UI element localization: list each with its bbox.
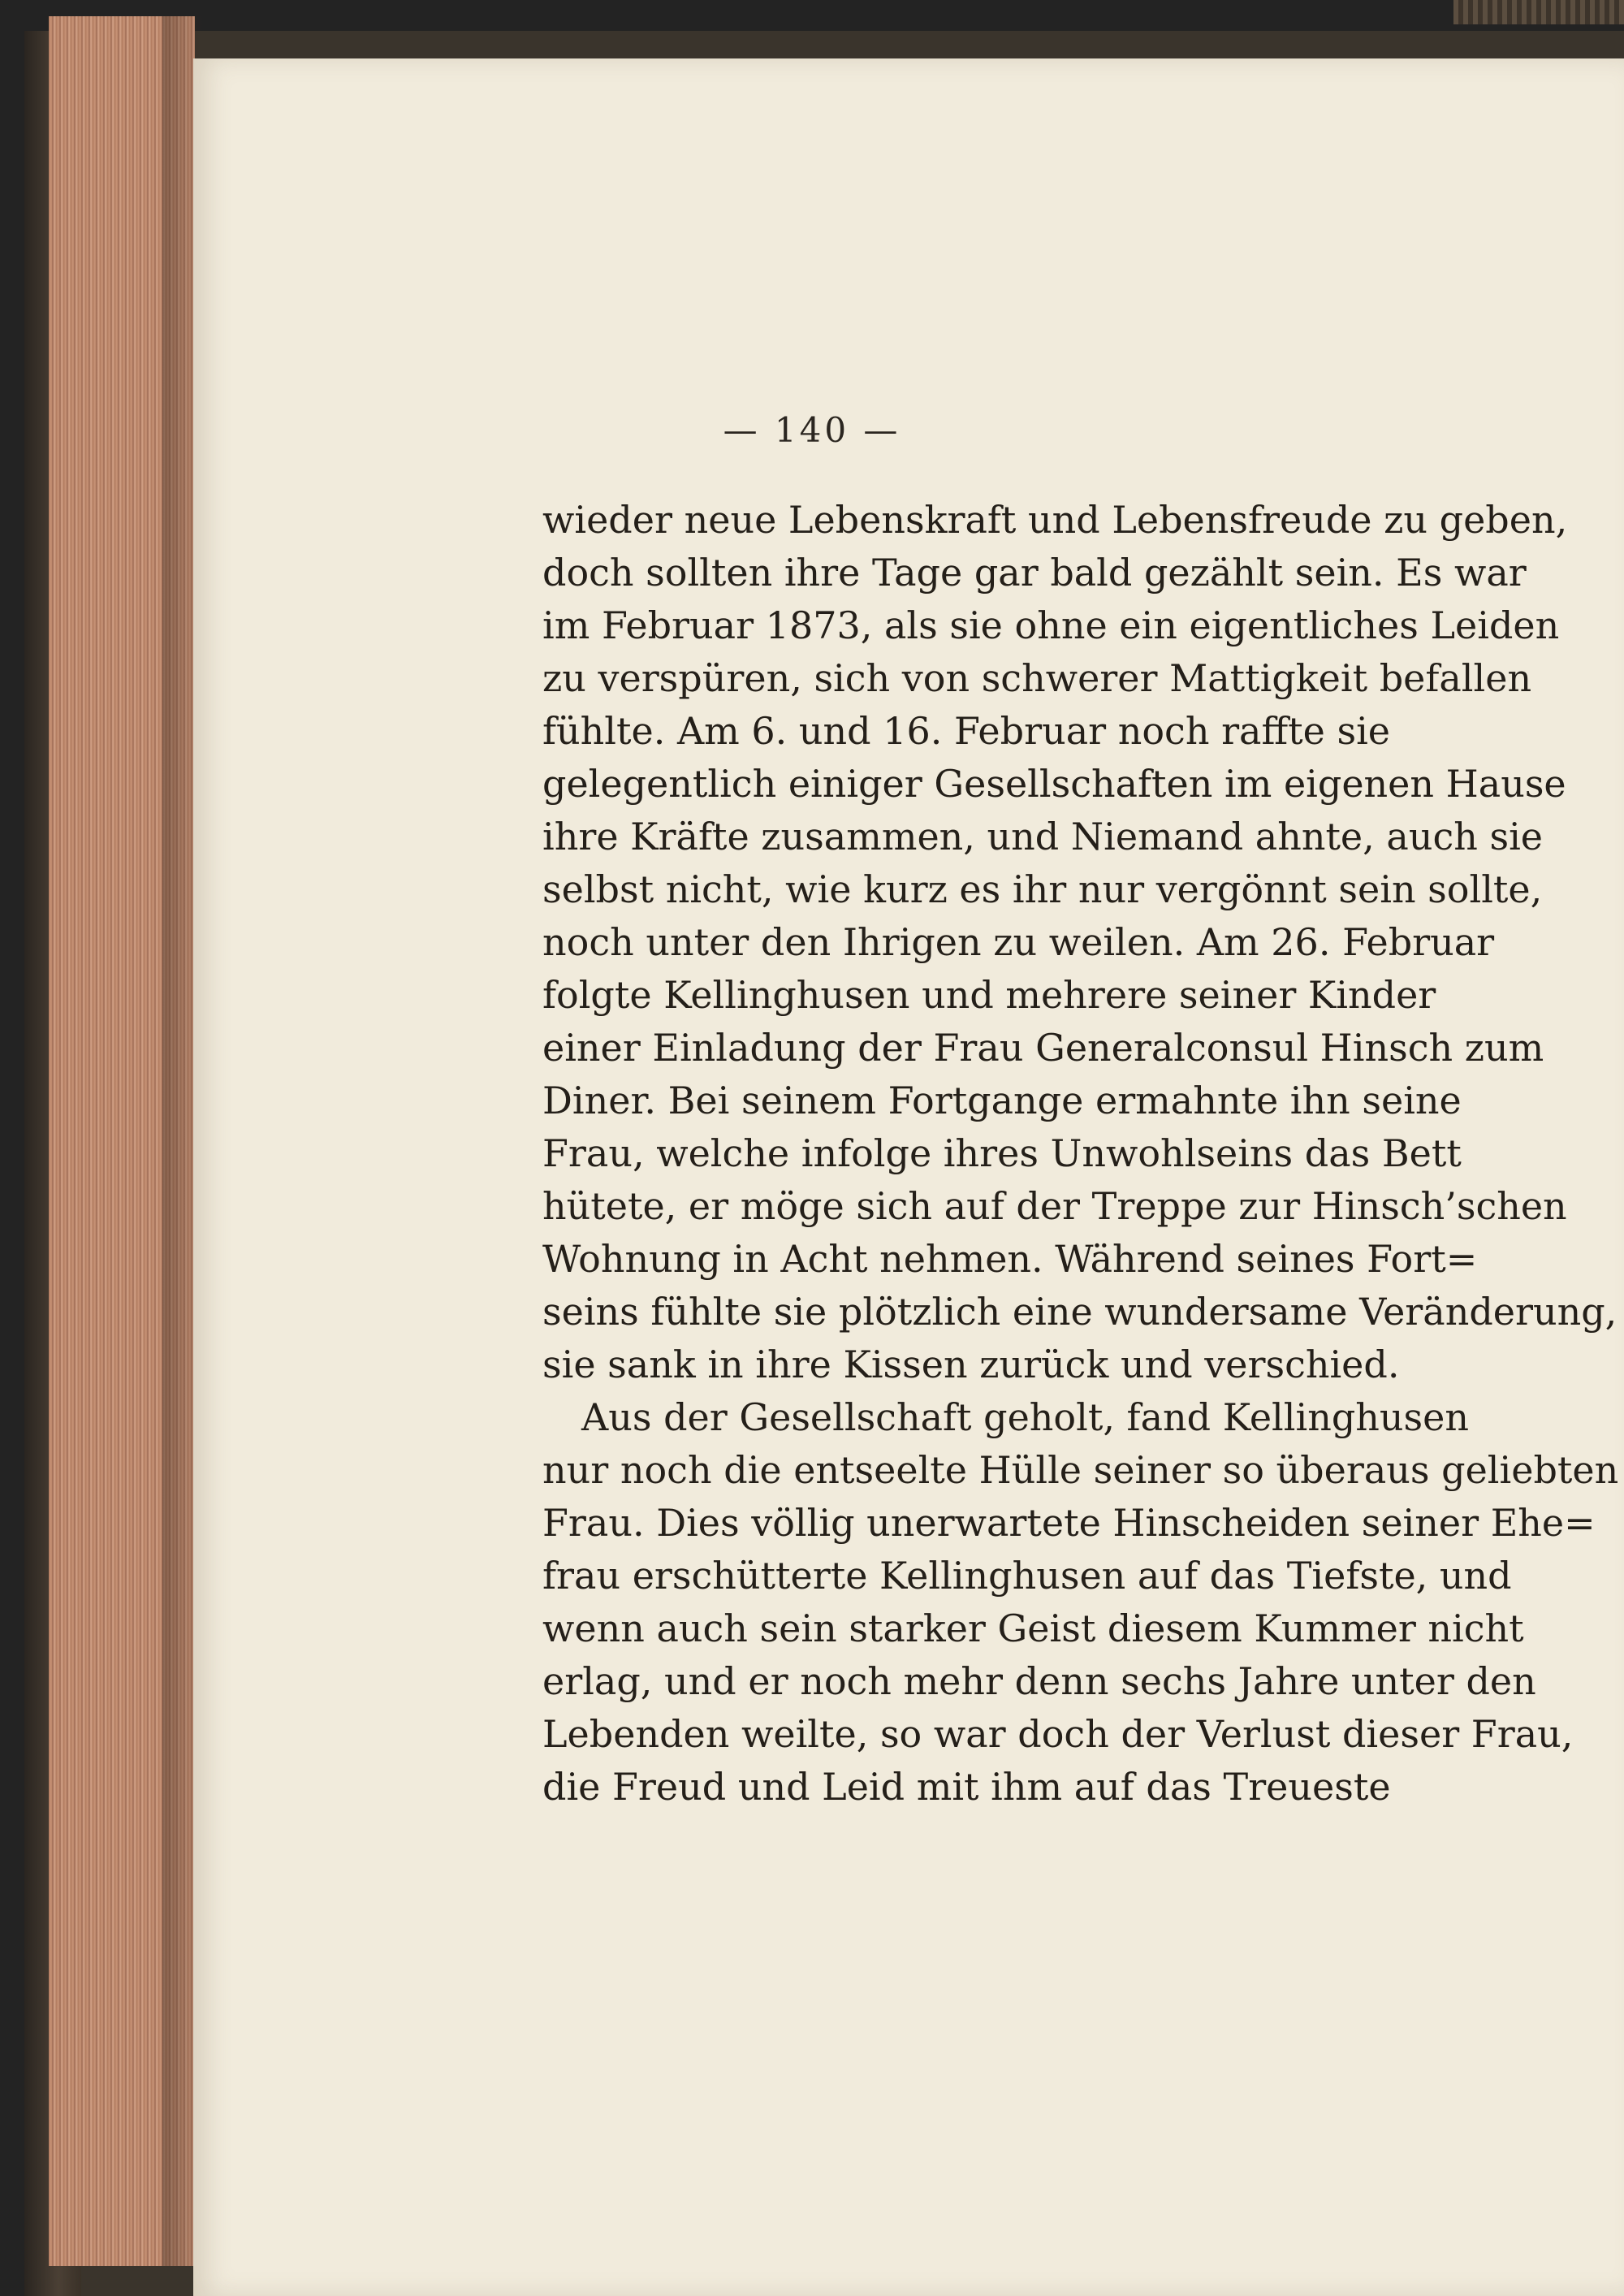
page-number: — 140 — bbox=[723, 410, 901, 450]
text-line: selbst nicht, wie kurz es ihr nur vergönnt sein sollte, bbox=[542, 867, 1543, 911]
text-line: die Freud und Leid mit ihm auf das Treueste bbox=[542, 1765, 1391, 1809]
text-line: ihre Kräfte zusammen, und Niemand ahnte, auch sie bbox=[542, 815, 1544, 858]
text-line: Aus der Gesellschaft geholt, fand Kellinghusen bbox=[581, 1395, 1469, 1439]
text-line: Lebenden weilte, so war doch der Verlust dieser Frau, bbox=[542, 1712, 1574, 1756]
text-line: im Februar 1873, als sie ohne ein eigentliches Leiden bbox=[542, 603, 1560, 647]
text-line: doch sollten ihre Tage gar bald gezählt sein. Es war bbox=[542, 551, 1527, 595]
body-text bbox=[542, 494, 1619, 1814]
text-line: erlag, und er noch mehr denn sechs Jahre unter den bbox=[542, 1659, 1536, 1703]
background-strip bbox=[1453, 0, 1624, 24]
text-line: wenn auch sein starker Geist diesem Kummer nicht bbox=[542, 1606, 1524, 1650]
text-line: sie sank in ihre Kissen zurück und verschied. bbox=[542, 1343, 1400, 1386]
text-line: gelegentlich einiger Gesellschaften im eigenen Hause bbox=[542, 762, 1566, 806]
text-line: seins fühlte sie plötzlich eine wundersame Veränderung, bbox=[542, 1290, 1618, 1334]
text-line: nur noch die entseelte Hülle seiner so überaus geliebten bbox=[542, 1448, 1619, 1492]
text-line: folgte Kellinghusen und mehrere seiner Kinder bbox=[542, 973, 1436, 1017]
text-line: zu verspüren, sich von schwerer Mattigkeit befallen bbox=[542, 656, 1532, 700]
text-line: einer Einladung der Frau Generalconsul Hinsch zum bbox=[542, 1026, 1544, 1070]
text-line: wieder neue Lebenskraft und Lebensfreude zu geben, bbox=[542, 498, 1568, 542]
text-line: frau erschütterte Kellinghusen auf das Tiefste, und bbox=[542, 1554, 1512, 1598]
text-line: Frau, welche infolge ihres Unwohlseins das Bett bbox=[542, 1131, 1462, 1175]
text-line: Frau. Dies völlig unerwartete Hinscheiden seiner Ehe= bbox=[542, 1501, 1596, 1545]
text-line: Diner. Bei seinem Fortgange ermahnte ihn seine bbox=[542, 1079, 1462, 1122]
text-line: noch unter den Ihrigen zu weilen. Am 26. Februar bbox=[542, 920, 1495, 964]
text-line: hütete, er möge sich auf der Treppe zur Hinsch’schen bbox=[542, 1184, 1567, 1228]
text-line: Wohnung in Acht nehmen. Während seines Fort= bbox=[542, 1237, 1478, 1281]
text-line: fühlte. Am 6. und 16. Februar noch raffte sie bbox=[542, 709, 1391, 753]
